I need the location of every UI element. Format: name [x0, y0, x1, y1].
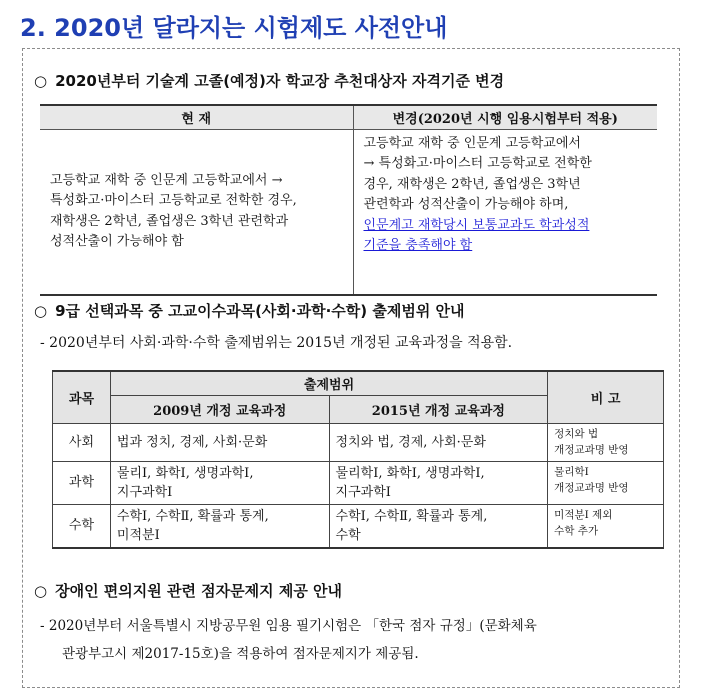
section2-bullet: ○: [34, 302, 48, 320]
cell-line: 미적분Ⅰ: [116, 527, 160, 543]
row-2015: [329, 461, 548, 504]
section3-bullet: ○: [34, 582, 48, 600]
cell-line: 지구과학Ⅰ: [116, 484, 173, 500]
note-line: 개정교과명 반영: [554, 443, 629, 456]
section3-heading: [34, 580, 342, 601]
page-title: 2. 2020년 달라지는 시험제도 사전안내: [20, 14, 448, 42]
table-row: [53, 461, 664, 504]
row-subject: 수학: [53, 504, 111, 548]
row-note: [548, 504, 664, 548]
table-header-change: 변경(2020년 시행 임용시험부터 적용): [353, 105, 657, 129]
row-subject: 사회: [53, 423, 111, 461]
exam-range-table: [52, 370, 664, 549]
row-2015: [329, 504, 548, 548]
note-line: 수학 추가: [554, 524, 599, 537]
current-line: 성적산출이 가능해야 함: [50, 234, 184, 250]
section2-sub: - 2020년부터 사회·과학·수학 출제범위는 2015년 개정된 교육과정을 적용함.: [40, 335, 513, 351]
cell-line: 수학Ⅰ, 수학Ⅱ, 확률과 통계,: [116, 508, 269, 524]
header-subject: 과목: [53, 371, 111, 423]
row-2015: [329, 423, 548, 461]
note-line: 개정교과명 반영: [554, 481, 629, 494]
row-subject: 과학: [53, 461, 111, 504]
section2-title: 9급 선택과목 중 고교이수과목(사회·과학·수학) 출제범위 안내: [55, 302, 465, 320]
current-line: 고등학교 재학 중 인문계 고등학교에서 →: [50, 172, 283, 188]
table-row: [53, 423, 664, 461]
header-2015: 2015년 개정 교육과정: [329, 395, 548, 423]
cell-line: 물리Ⅰ, 화학Ⅰ, 생명과학Ⅰ,: [116, 465, 254, 481]
current-cell: [40, 129, 353, 295]
change-cell: [353, 129, 657, 295]
header-range: 출제범위: [110, 371, 547, 395]
change-line: 관련학과 성적산출이 가능해야 하며,: [363, 197, 569, 212]
cell-line: 수학Ⅰ, 수학Ⅱ, 확률과 통계,: [335, 508, 488, 524]
table-row: [53, 504, 664, 548]
change-highlight-line: 기준을 충족해야 함: [363, 238, 473, 253]
table-header-current: 현 재: [40, 105, 353, 129]
note-line: 물리학Ⅰ: [554, 465, 589, 478]
section3-sub-line2: 관광부고시 제2017-15호)을 적용하여 점자문제지가 제공됨.: [62, 646, 419, 662]
change-line: → 특성화고·마이스터 고등학교로 전학한: [363, 156, 592, 171]
section1-heading: [34, 70, 504, 91]
change-line: 경우, 재학생은 2학년, 졸업생은 3학년: [363, 176, 581, 192]
cell-line: 정치와 법, 경제, 사회·문화: [335, 434, 486, 450]
current-line: 특성화고·마이스터 고등학교로 전학한 경우,: [50, 193, 297, 209]
change-line: 고등학교 재학 중 인문계 고등학교에서: [363, 135, 581, 151]
cell-line: 물리학Ⅰ, 화학Ⅰ, 생명과학Ⅰ,: [335, 465, 485, 481]
section1-bullet: ○: [34, 72, 48, 90]
row-2009: [110, 504, 329, 548]
header-note: 비 고: [548, 371, 664, 423]
row-2009: [110, 461, 329, 504]
section3-title: 장애인 편의지원 관련 점자문제지 제공 안내: [55, 582, 343, 600]
row-note: [548, 423, 664, 461]
cell-line: 지구과학Ⅰ: [335, 484, 391, 500]
current-line: 재학생은 2학년, 졸업생은 3학년 관련학과: [50, 213, 289, 229]
note-line: 정치와 법: [554, 427, 599, 440]
row-note: [548, 461, 664, 504]
criteria-table: [40, 104, 657, 296]
header-2009: 2009년 개정 교육과정: [110, 395, 329, 423]
section3-sub-line1: - 2020년부터 서울특별시 지방공무원 임용 필기시험은 「한국 점자 규정」(문화체육: [40, 618, 537, 634]
cell-line: 수학: [335, 527, 361, 543]
change-highlight-line: 인문계고 재학당시 보통교과도 학과성적: [363, 217, 590, 233]
cell-line: 법과 정치, 경제, 사회·문화: [116, 434, 268, 450]
note-line: 미적분Ⅰ 제외: [554, 508, 613, 521]
section2-heading: [34, 300, 465, 321]
section1-title: 2020년부터 기술계 고졸(예정)자 학교장 추천대상자 자격기준 변경: [55, 72, 505, 90]
row-2009: [110, 423, 329, 461]
